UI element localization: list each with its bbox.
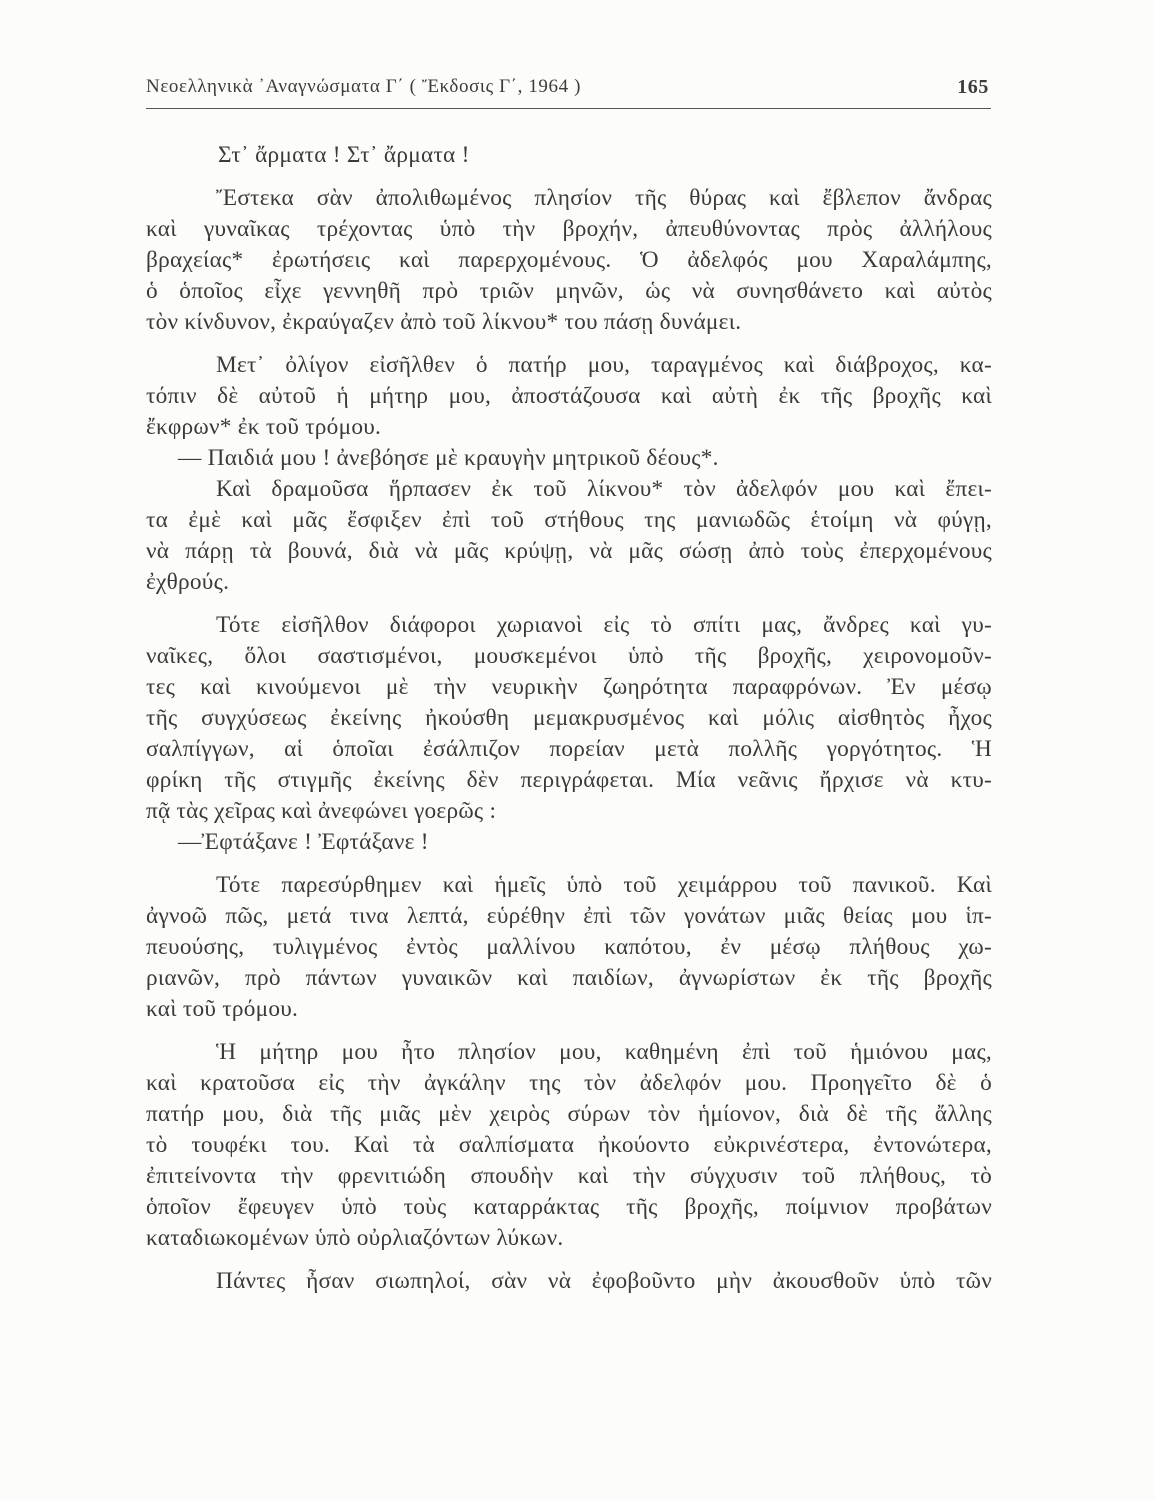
text-line: τες καὶ κινούμενοι μὲ τὴν νευρικὴν ζωηρότητα παραφρόνων. Ἐν μέσῳ <box>146 674 992 700</box>
text-line: νὰ πάρῃ τὰ βουνά, διὰ νὰ μᾶς κρύψῃ, νὰ μᾶς σώσῃ ἀπὸ τοὺς ἐπερχομένους <box>146 538 992 564</box>
body-text <box>146 140 992 1297</box>
text-line: φρίκη τῆς στιγμῆς ἐκείνης δὲν περιγράφεται. Μία νεᾶνις ἤρχισε νὰ κτυ- <box>146 767 992 793</box>
text-line: ἐχθρούς. <box>146 569 230 595</box>
text-line: Πάντες ἦσαν σιωπηλοί, σὰν νὰ ἐφοβοῦντο μὴν ἀκουσθοῦν ὑπὸ τῶν <box>216 1268 992 1294</box>
running-header <box>146 74 989 102</box>
header-rule <box>146 108 991 109</box>
text-line: τα ἐμὲ καὶ μᾶς ἔσφιξεν ἐπὶ τοῦ στήθους της μανιωδῶς ἑτοίμη νὰ φύγῃ, <box>146 507 992 533</box>
text-line: Τότε εἰσῆλθον διάφοροι χωριανοὶ εἰς τὸ σπίτι μας, ἄνδρες καὶ γυ- <box>216 612 992 638</box>
text-line: βραχείας* ἐρωτήσεις καὶ παρερχομένους. Ὁ ἀδελφός μου Χαραλάμπης, <box>146 247 992 273</box>
text-line: ἀγνοῶ πῶς, μετά τινα λεπτά, εὑρέθην ἐπὶ τῶν γονάτων μιᾶς θείας μου ἱπ- <box>146 903 992 929</box>
text-line: ριανῶν, πρὸ πάντων γυναικῶν καὶ παιδίων, ἀγνωρίστων ἐκ τῆς βροχῆς <box>146 965 992 991</box>
text-line: καὶ γυναῖκας τρέχοντας ὑπὸ τὴν βροχήν, ἀπευθύνοντας πρὸς ἀλλήλους <box>146 216 992 242</box>
text-line: τὸν κίνδυνον, ἐκραύγαζεν ἀπὸ τοῦ λίκνου* του πάσῃ δυνάμει. <box>146 309 742 335</box>
text-line: Καὶ δραμοῦσα ἥρπασεν ἐκ τοῦ λίκνου* τὸν ἀδελφόν μου καὶ ἔπει- <box>216 476 992 502</box>
text-line: τῆς συγχύσεως ἐκείνης ἠκούσθη μεμακρυσμένος καὶ μόλις αἰσθητὸς ἦχος <box>146 705 992 731</box>
text-line: πᾷ τὰς χεῖρας καὶ ἀνεφώνει γοερῶς : <box>146 798 497 824</box>
text-line: τόπιν δὲ αὐτοῦ ἡ μήτηρ μου, ἀποστάζουσα καὶ αὐτὴ ἐκ τῆς βροχῆς καὶ <box>146 383 992 409</box>
text-line: Ἡ μήτηρ μου ἦτο πλησίον μου, καθημένη ἐπὶ τοῦ ἡμιόνου μας, <box>216 1039 992 1065</box>
text-line: — Παιδιά μου ! ἀνεβόησε μὲ κραυγὴν μητρικοῦ δέους*. <box>178 445 719 471</box>
header-title: Νεοελληνικὰ ᾿Αναγνώσματα Γ΄ ( Ἔκδοσις Γ΄, 1964 ) <box>146 76 581 97</box>
text-line: πατήρ μου, διὰ τῆς μιᾶς μὲν χειρὸς σύρων τὸν ἡμίονον, διὰ δὲ τῆς ἄλλης <box>146 1101 992 1127</box>
text-line: ἔκφρων* ἐκ τοῦ τρόμου. <box>146 414 382 440</box>
text-line: ὁποῖον ἔφευγεν ὑπὸ τοὺς καταρράκτας τῆς βροχῆς, ποίμνιον προβάτων <box>146 1194 992 1220</box>
text-line: καὶ τοῦ τρόμου. <box>146 996 299 1022</box>
text-line: ὁ ὁποῖος εἶχε γεννηθῆ πρὸ τριῶν μηνῶν, ὡς νὰ συνησθάνετο καὶ αὐτὸς <box>146 278 992 304</box>
text-line: Τότε παρεσύρθημεν καὶ ἡμεῖς ὑπὸ τοῦ χειμάρρου τοῦ πανικοῦ. Καὶ <box>216 872 992 898</box>
text-line: Ἔστεκα σὰν ἀπολιθωμένος πλησίον τῆς θύρας καὶ ἔβλεπον ἄνδρας <box>216 185 992 211</box>
text-line: ἐπιτείνοντα τὴν φρενιτιώδη σπουδὴν καὶ τὴν σύγχυσιν τοῦ πλήθους, τὸ <box>146 1163 992 1189</box>
text-line: καὶ κρατοῦσα εἰς τὴν ἀγκάλην της τὸν ἀδελφόν μου. Προηγεῖτο δὲ ὁ <box>146 1070 992 1096</box>
text-line: σαλπίγγων, αἱ ὁποῖαι ἐσάλπιζον πορείαν μετὰ πολλῆς γοργότητος. Ἡ <box>146 736 992 762</box>
text-line: Στ᾿ ἄρματα ! Στ᾿ ἄρματα ! <box>218 142 470 168</box>
text-line: πευούσης, τυλιγμένος ἐντὸς μαλλίνου καπότου, ἐν μέσῳ πλήθους χω- <box>146 934 992 960</box>
text-line: τὸ τουφέκι του. Καὶ τὰ σαλπίσματα ἠκούοντο εὐκρινέστερα, ἐντονώτερα, <box>146 1132 992 1158</box>
text-line: ναῖκες, ὅλοι σαστισμένοι, μουσκεμένοι ὑπὸ τῆς βροχῆς, χειρονομοῦν- <box>146 643 992 669</box>
text-line: Μετ᾿ ὀλίγον εἰσῆλθεν ὁ πατήρ μου, ταραγμένος καὶ διάβροχος, κα- <box>216 352 992 378</box>
page-number: 165 <box>957 76 989 98</box>
text-line: καταδιωκομένων ὑπὸ οὐρλιαζόντων λύκων. <box>146 1225 564 1251</box>
text-line: —Ἐφτάξανε ! Ἐφτάξανε ! <box>178 829 429 855</box>
